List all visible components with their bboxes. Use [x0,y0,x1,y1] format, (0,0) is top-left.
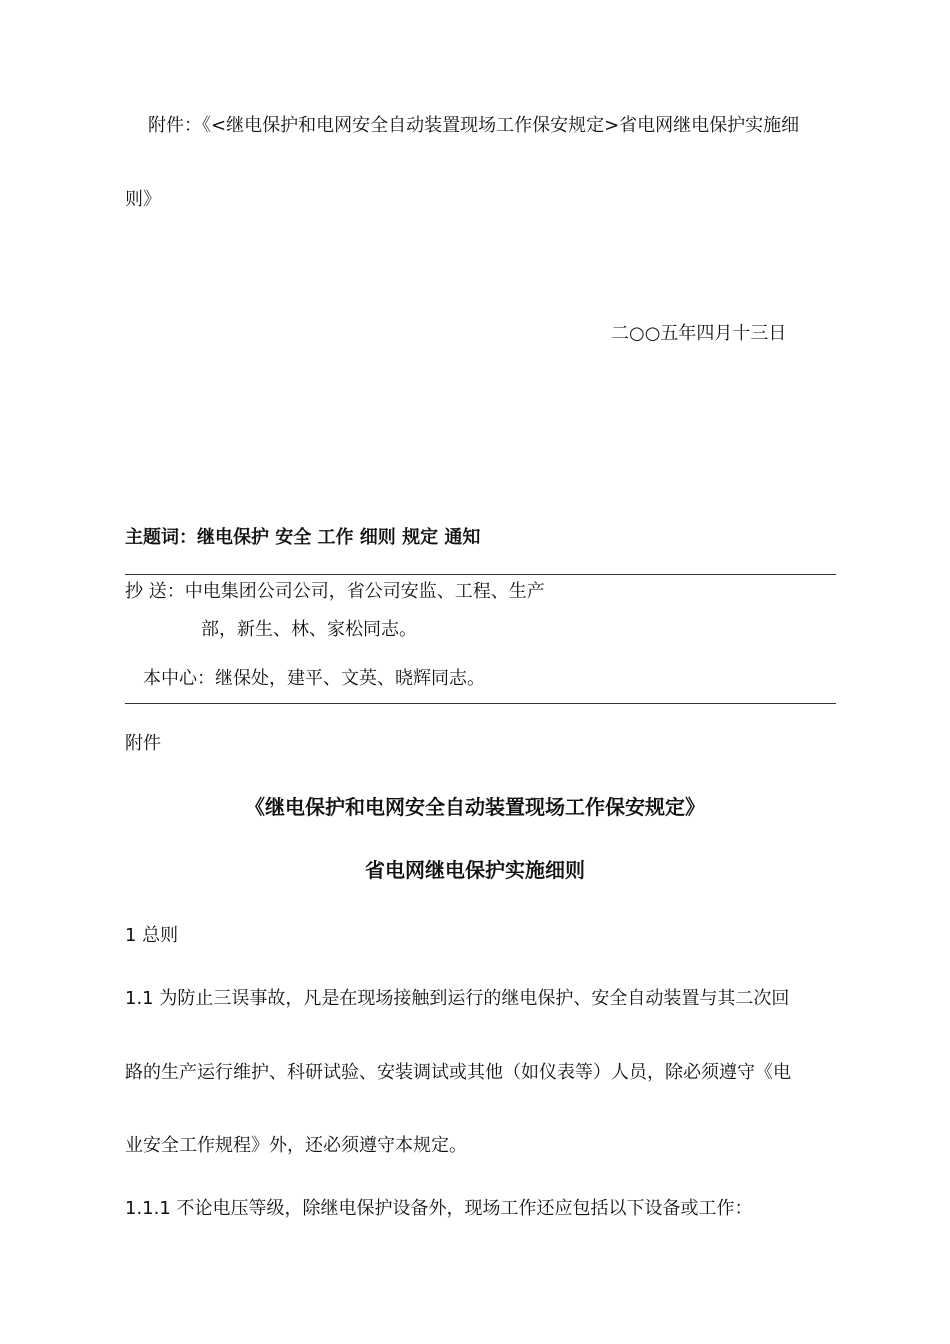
cc-line1: 抄 送：中电集团公司公司，省公司安监、工程、生产 [125,581,545,602]
attachment-label: 附件 [125,733,161,754]
document-title-line1: 《继电保护和电网安全自动装置现场工作保安规定》 [245,795,705,819]
section-heading: 1 总则 [125,925,179,946]
cc-bottom-divider [125,703,836,704]
paragraph-1-1-line3: 业安全工作规程》外，还必须遵守本规定。 [125,1135,467,1156]
paragraph-1-1-line2: 路的生产运行维护、科研试验、安装调试或其他（如仪表等）人员，除必须遵守《电 [125,1062,791,1083]
cc-line2: 部，新生、林、家松同志。 [201,619,417,640]
attachment-reference-line1: 附件：《<继电保护和电网安全自动装置现场工作保安规定>省电网继电保护实施细 [148,115,800,136]
paragraph-1-1-line1: 1.1 为防止三误事故，凡是在现场接触到运行的继电保护、安全自动装置与其二次回 [125,988,790,1009]
issue-date: 二○○五年四月十三日 [611,323,787,344]
paragraph-1-1-1: 1.1.1 不论电压等级，除继电保护设备外，现场工作还应包括以下设备或工作： [125,1198,753,1219]
cc-line3: 本中心：继保处，建平、文英、晓辉同志。 [143,668,485,689]
document-title-line2: 省电网继电保护实施细则 [365,858,585,882]
cc-top-divider [125,574,836,575]
subject-words: 主题词：继电保护 安全 工作 细则 规定 通知 [125,527,481,548]
attachment-reference-line2: 则》 [125,189,161,210]
